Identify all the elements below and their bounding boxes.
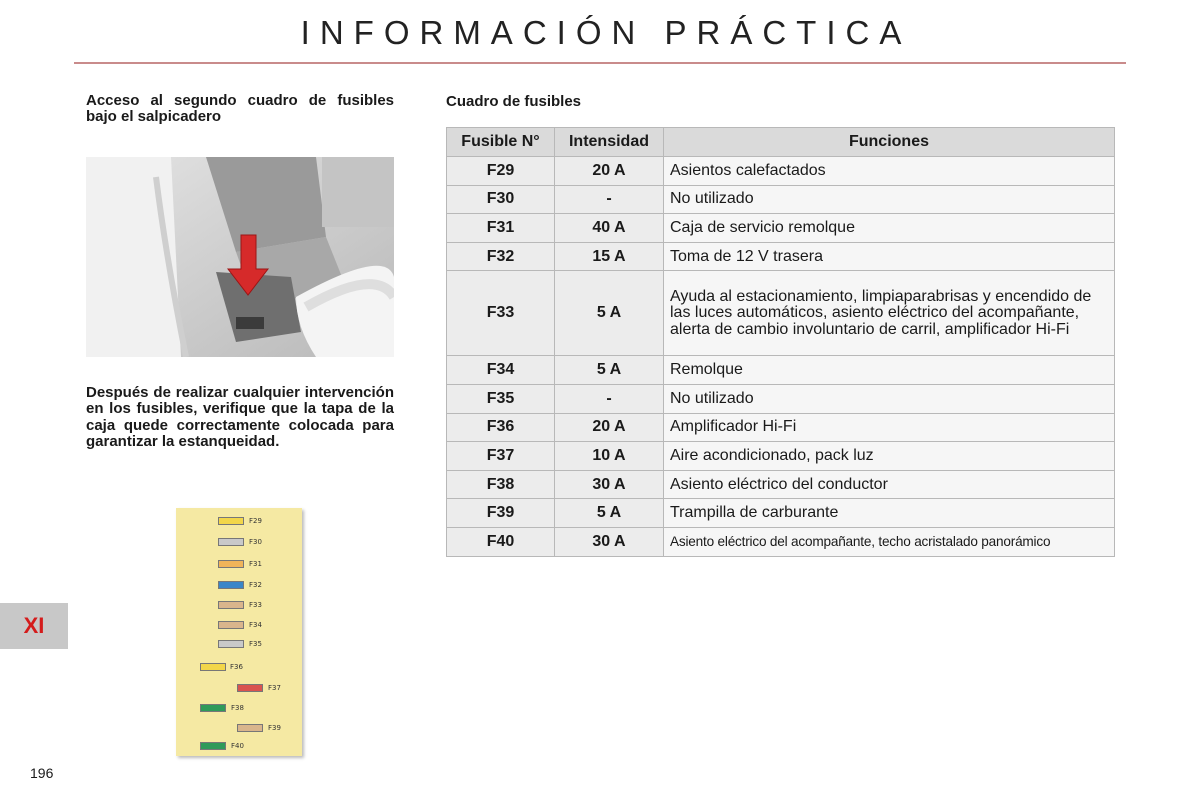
dashboard-fusebox-photo [86,157,394,357]
function-cell: Trampilla de carburante [664,499,1115,528]
intensity-cell: 5 A [555,271,664,356]
fuse-f34-label: F34 [249,621,262,629]
intensity-cell: 10 A [555,442,664,471]
table-row [447,527,1115,556]
column-header-fuse: Fusible N° [447,128,555,157]
intensity-cell: 30 A [555,527,664,556]
column-header-functions: Funciones [664,128,1115,157]
fuse-f40-icon [200,742,226,750]
column-header-intensity: Intensidad [555,128,664,157]
function-cell: Asiento eléctrico del acompañante, techo acristalado panorámico [664,527,1115,556]
fuse-number-cell: F39 [447,499,555,528]
intensity-cell: 20 A [555,413,664,442]
table-row [447,413,1115,442]
function-cell: Asientos calefactados [664,157,1115,186]
fuse-number-cell: F32 [447,242,555,271]
page-number: 196 [30,765,54,781]
intensity-cell: - [555,185,664,214]
fuse-f37-icon [237,684,263,692]
intensity-cell: 15 A [555,242,664,271]
function-cell: No utilizado [664,185,1115,214]
table-row [447,442,1115,471]
table-row [447,384,1115,413]
fuse-f37-label: F37 [268,684,281,692]
fuse-cover-note: Después de realizar cualquier intervención en los fusibles, verifique que la tapa de la caja quede correctamente colocada para garantizar la estanqueidad. [86,384,394,451]
fuse-f38-icon [200,704,226,712]
table-row [447,470,1115,499]
fuse-number-cell: F38 [447,470,555,499]
table-row [447,271,1115,356]
fuse-f36-icon [200,663,226,671]
intensity-cell: 20 A [555,157,664,186]
fuse-f35-icon [218,640,244,648]
fuse-f33-icon [218,601,244,609]
fuse-f33-label: F33 [249,601,262,609]
fuse-f34-icon [218,621,244,629]
function-cell: Toma de 12 V trasera [664,242,1115,271]
function-cell: Amplificador Hi-Fi [664,413,1115,442]
fuse-number-cell: F36 [447,413,555,442]
fuse-f32-label: F32 [249,581,262,589]
fuse-number-cell: F37 [447,442,555,471]
function-cell: Aire acondicionado, pack luz [664,442,1115,471]
fuse-f39-label: F39 [268,724,281,732]
fuse-number-cell: F29 [447,157,555,186]
function-cell: Asiento eléctrico del conductor [664,470,1115,499]
function-cell: Ayuda al estacionamiento, limpiaparabrisas y encendido de las luces automáticos, asiento eléctrico del acompañante, alerta de cambio involuntario de carril, amplificador Hi-Fi [664,271,1115,356]
fuse-f39-icon [237,724,263,732]
fuse-f38-label: F38 [231,704,244,712]
function-cell: No utilizado [664,384,1115,413]
function-cell: Remolque [664,356,1115,385]
intensity-cell: - [555,384,664,413]
fuse-f32-icon [218,581,244,589]
title-divider [74,62,1126,64]
table-row [447,185,1115,214]
fuse-f31-label: F31 [249,560,262,568]
table-row [447,356,1115,385]
table-header-row [447,128,1115,157]
fuse-number-cell: F34 [447,356,555,385]
fuse-number-cell: F35 [447,384,555,413]
fuse-f30-label: F30 [249,538,262,546]
fusebox-diagram [176,508,302,756]
fuse-number-cell: F33 [447,271,555,356]
dashboard-photo-illustration [86,157,394,357]
table-row [447,242,1115,271]
table-row [447,157,1115,186]
section-tab[interactable]: XI [0,603,68,649]
table-row [447,214,1115,243]
fuse-f29-label: F29 [249,517,262,525]
fuse-number-cell: F30 [447,185,555,214]
fuse-f36-label: F36 [230,663,243,671]
fuse-table [446,127,1115,557]
page-title: INFORMACIÓN PRÁCTICA [300,14,912,51]
second-fusebox-heading: Acceso al segundo cuadro de fusibles bajo el salpicadero [86,92,394,125]
function-cell: Caja de servicio remolque [664,214,1115,243]
fuse-number-cell: F31 [447,214,555,243]
fuse-f29-icon [218,517,244,525]
intensity-cell: 5 A [555,499,664,528]
intensity-cell: 5 A [555,356,664,385]
fuse-table-heading: Cuadro de fusibles [446,93,582,110]
intensity-cell: 40 A [555,214,664,243]
fuse-f35-label: F35 [249,640,262,648]
fuse-f31-icon [218,560,244,568]
fuse-number-cell: F40 [447,527,555,556]
intensity-cell: 30 A [555,470,664,499]
table-row [447,499,1115,528]
fuse-f30-icon [218,538,244,546]
fuse-f40-label: F40 [231,742,244,750]
